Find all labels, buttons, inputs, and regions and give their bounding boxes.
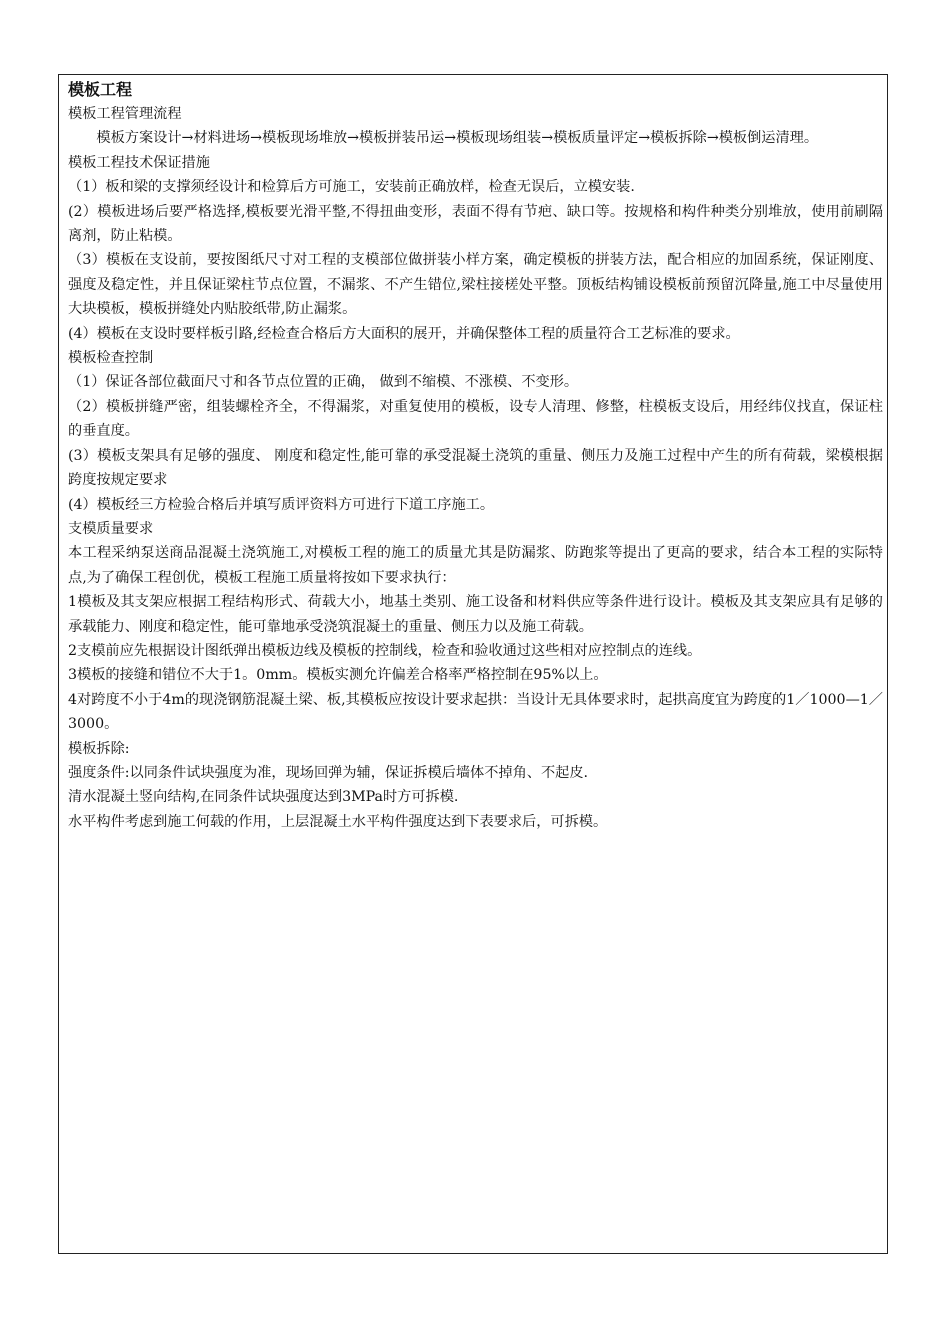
document-body — [68, 78, 883, 834]
section-heading: 模板拆除: — [68, 740, 130, 757]
process-flow: 模板方案设计→材料进场→模板现场堆放→模板拼装吊运→模板现场组装→模板质量评定→模板拆除→模板倒运清理。 — [96, 130, 819, 147]
paragraph: 水平构件考虑到施工何载的作用，上层混凝土水平构件强度达到下表要求后，可拆模。 — [68, 813, 608, 830]
paragraph: (2）模板进场后要严格选择,模板要光滑平整,不得扭曲变形，表面不得有节疤、缺口等。按规格和构件种类分别堆放，使用前刷隔离剂，防止粘模。 — [68, 203, 883, 245]
paragraph: (3）模板支架具有足够的强度、 刚度和稳定性,能可靠的承受混凝土浇筑的重量、侧压力及施工过程中产生的所有荷载，梁模根据跨度按规定要求 — [68, 447, 883, 489]
paragraph: 4对跨度不小于4m的现浇钢筋混凝土梁、板,其模板应按设计要求起拱：当设计无具体要求时，起拱高度宜为跨度的1／1000—1／3000。 — [68, 691, 883, 733]
paragraph: 1模板及其支架应根据工程结构形式、荷载大小，地基土类别、施工设备和材料供应等条件进行设计。模板及其支架应具有足够的承载能力、刚度和稳定性，能可靠地承受浇筑混凝土的重量、侧压力以及施工荷载。 — [68, 594, 883, 635]
section-heading: 模板检查控制 — [68, 350, 154, 367]
paragraph: 本工程采纳泵送商品混凝土浇筑施工,对模板工程的施工的质量尤其是防漏浆、防跑浆等提出了更高的要求，结合本工程的实际特点,为了确保工程创优，模板工程施工质量将按如下要求执行： — [68, 545, 883, 586]
document-title: 模板工程 — [68, 80, 133, 99]
paragraph: （1）板和梁的支撑须经设计和检算后方可施工，安装前正确放样，检查无误后，立模安装. — [68, 179, 635, 196]
paragraph: （2）模板拼缝严密，组装螺栓齐全，不得漏浆，对重复使用的模板，设专人清理、修整，柱模板支设后，用经纬仪找直，保证柱的垂直度。 — [68, 398, 883, 440]
paragraph: （3）模板在支设前，要按图纸尺寸对工程的支模部位做拼装小样方案，确定模板的拼装方法，配合相应的加固系统，保证刚度、强度及稳定性，并且保证梁柱节点位置，不漏浆、不产生错位,梁柱接槎处平整。顶板结构铺设模板前预留沉降量,施工中尽量使用大块模板，模板拼缝处内贴胶纸带,防止漏浆。 — [68, 252, 883, 318]
section-heading: 模板工程管理流程 — [68, 106, 182, 122]
section-heading: 模板工程技术保证措施 — [68, 154, 210, 171]
paragraph: 2支模前应先根据设计图纸弹出模板边线及模板的控制线，检查和验收通过这些相对应控制点的连线。 — [68, 642, 702, 659]
paragraph: （1）保证各部位截面尺寸和各节点位置的正确， 做到不缩模、不涨模、不变形。 — [68, 374, 579, 391]
paragraph: (4）模板在支设时要样板引路,经检查合格后方大面积的展开，并确保整体工程的质量符合工艺标准的要求。 — [68, 325, 740, 342]
section-heading: 支模质量要求 — [68, 520, 154, 537]
paragraph: 清水混凝土竖向结构,在同条件试块强度达到3MPa时方可拆模. — [68, 789, 459, 806]
paragraph: 强度条件:以同条件试块强度为准，现场回弹为辅，保证拆模后墙体不掉角、不起皮. — [68, 764, 589, 781]
paragraph: (4）模板经三方检验合格后并填写质评资料方可进行下道工序施工。 — [68, 496, 495, 513]
paragraph: 3模板的接缝和错位不大于1。0mm。模板实测允许偏差合格率严格控制在95%以上。 — [68, 667, 608, 684]
